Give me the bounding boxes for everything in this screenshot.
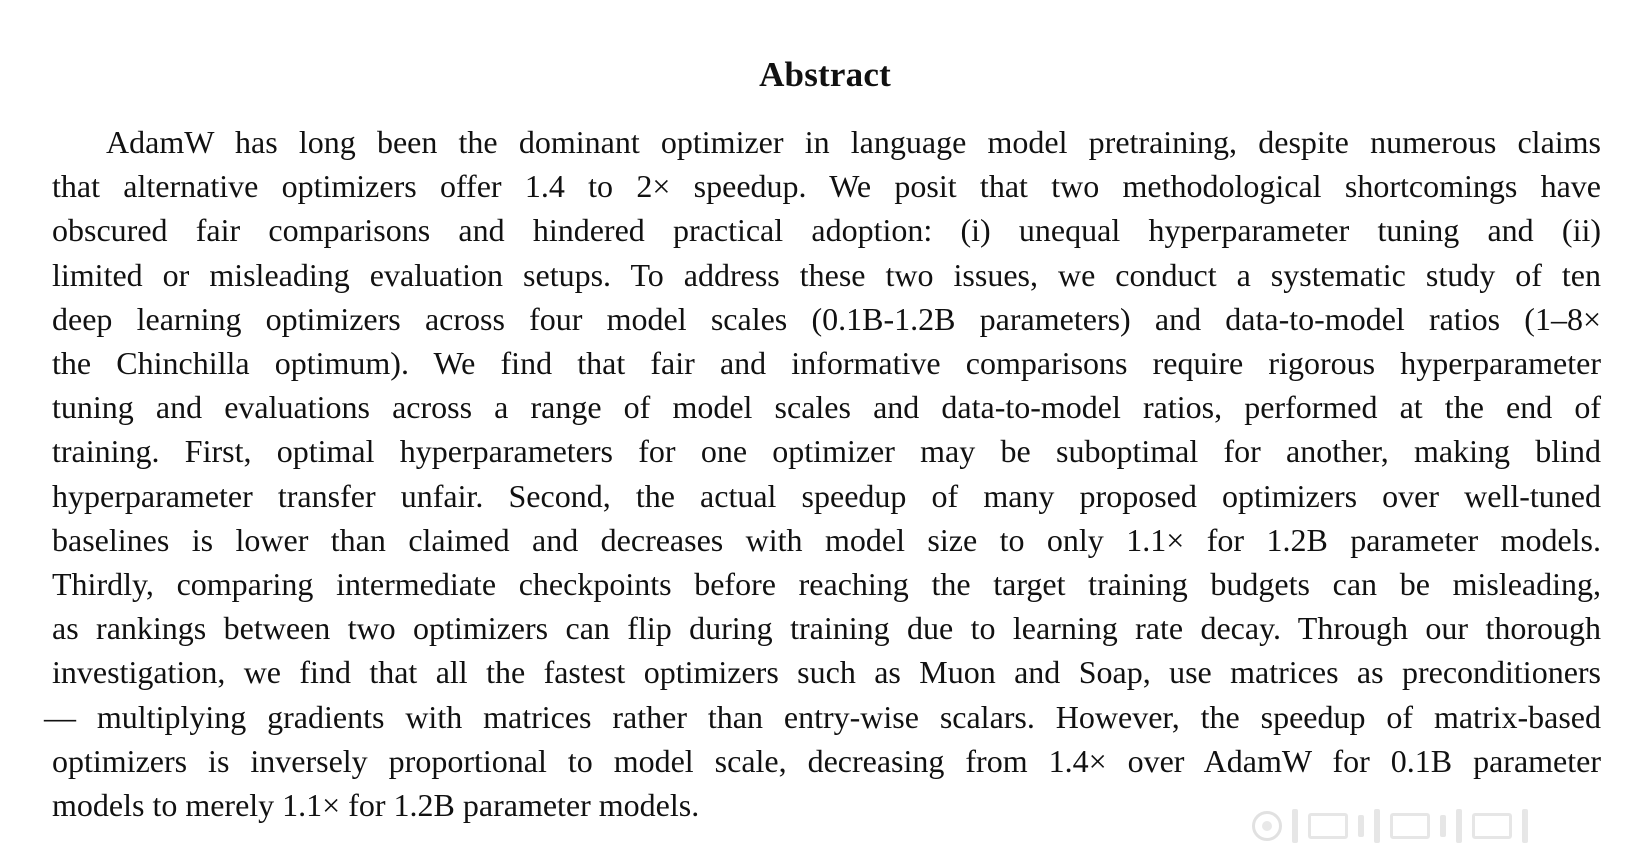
abstract-line: hyperparameter transfer unfair. Second, the actual speedup of many proposed optimizers over well-tuned	[52, 477, 1601, 514]
abstract-line: models to merely 1.1× for 1.2B parameter models.	[52, 787, 700, 824]
abstract-line: training. First, optimal hyperparameters for one optimizer may be suboptimal for another, making blind	[52, 433, 1601, 470]
abstract-line: baselines is lower than claimed and decreases with model size to only 1.1× for 1.2B parameter models.	[52, 521, 1601, 558]
abstract-line: tuning and evaluations across a range of model scales and data-to-model ratios, performed at the end of	[52, 389, 1601, 426]
watermark-glyph	[1440, 815, 1446, 837]
abstract-line: investigation, we find that all the fastest optimizers such as Muon and Soap, use matrices as preconditioners	[52, 654, 1601, 691]
abstract-title: Abstract	[759, 55, 891, 94]
watermark-glyph	[1456, 809, 1462, 843]
watermark-glyph	[1374, 809, 1380, 843]
abstract-line: as rankings between two optimizers can flip during training due to learning rate decay. Through our thorough	[52, 610, 1601, 647]
abstract-line: AdamW has long been the dominant optimizer in language model pretraining, despite numerous claims	[106, 124, 1601, 160]
abstract-line: limited or misleading evaluation setups. To address these two issues, we conduct a systematic study of ten	[52, 256, 1601, 293]
abstract-line: optimizers is inversely proportional to model scale, decreasing from 1.4× over AdamW for 0.1B parameter	[52, 742, 1601, 779]
watermark-glyph	[1358, 815, 1364, 837]
abstract-body	[44, 120, 1601, 827]
watermark-glyph	[1308, 813, 1348, 839]
watermark-glyph	[1292, 809, 1298, 843]
watermark-glyph	[1472, 813, 1512, 839]
watermark-logo-icon	[1252, 811, 1282, 841]
abstract-line: the Chinchilla optimum). We find that fair and informative comparisons require rigorous hyperparameter	[52, 345, 1601, 382]
abstract-line: Thirdly, comparing intermediate checkpoints before reaching the target training budgets can be misleading,	[52, 566, 1601, 603]
watermark-glyph	[1522, 809, 1528, 843]
abstract-line: deep learning optimizers across four model scales (0.1B-1.2B parameters) and data-to-model ratios (1–8×	[52, 300, 1601, 337]
abstract-line: obscured fair comparisons and hindered practical adoption: (i) unequal hyperparameter tuning and (ii)	[52, 212, 1601, 249]
abstract-line: — multiplying gradients with matrices rather than entry-wise scalars. However, the speedup of matrix-based	[44, 698, 1601, 735]
watermark-glyph	[1390, 813, 1430, 839]
watermark	[1252, 803, 1632, 849]
abstract-line: that alternative optimizers offer 1.4 to 2× speedup. We posit that two methodological shortcomings have	[52, 168, 1601, 205]
